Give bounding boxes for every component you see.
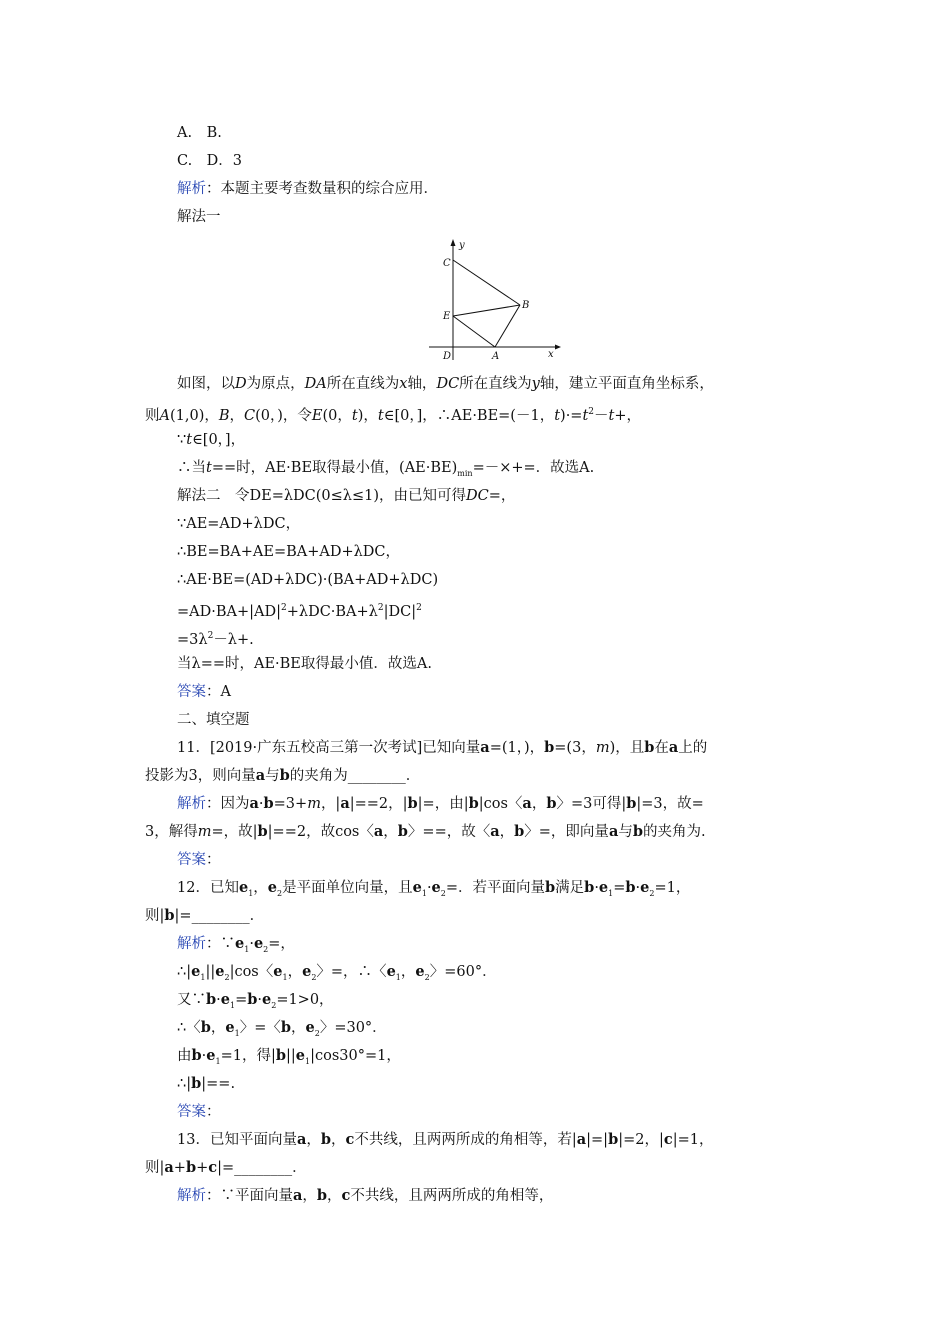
method-two-step3: ∴AE·BE=(AD+λDC)·(BA+AD+λDC) — [177, 572, 439, 588]
coordinate-figure — [423, 236, 563, 366]
label-a: A — [492, 351, 500, 362]
method-two-heading: 解法二 令DE=λDC(0≤λ≤1)，由已知可得DC=， — [177, 488, 516, 504]
x-axis-arrow — [555, 345, 561, 350]
section-heading-fill-in: 二、填空题 — [177, 712, 250, 728]
segment-ba — [495, 305, 520, 347]
option-c-d: C. D．3 — [177, 153, 243, 169]
question-11-line1: 11．[2019·广东五校高三第一次考试]已知向量a=(1，)，b=(3，m)，且b在a上的 — [177, 739, 708, 756]
method-two-step1: ∵AE=AD+λDC， — [177, 516, 301, 532]
method-two-conclusion: 当λ==时，AE·BE取得最小值．故选A. — [177, 656, 432, 672]
label-x: x — [548, 349, 554, 360]
question-12-line1: 12．已知$e_1$，$e_2$是平面单位向量，且$e_1\cdot e_2=$．若平面向量b满足$b\cdot e_1=b\cdot e_2=1$， — [177, 879, 691, 898]
method-two-step4: $=AD\cdot BA+|AD|^2+\lambda DC\cdot BA+\lambda^2|DC|^2$ — [177, 603, 422, 620]
question-12-line2: 则|b|=________． — [145, 907, 265, 924]
analysis-12-line6: ∴|b|==. — [177, 1075, 236, 1092]
label-b: B — [522, 300, 530, 311]
method-one-coordinates: 则A(1,0)，B，C(0，)，令E(0，t)，t∈[0，]，∴AE·BE=(－1，$t)\cdot=t^2-t+$， — [145, 407, 641, 424]
analysis-intro: 解析：本题主要考查数量积的综合应用． — [177, 181, 438, 197]
label-e: E — [443, 311, 451, 322]
method-one-setup: 如图，以D为原点，DA所在直线为x轴，DC所在直线为y轴，建立平面直角坐标系， — [177, 376, 714, 392]
method-one-conclusion: ∴当t==时，AE·BE取得最小值，$(AE\cdot BE)_{min}=-\times+=$．故选A. — [177, 460, 595, 478]
question-13-line2: 则|a+b+c|=________． — [145, 1159, 307, 1176]
label-d: D — [443, 351, 452, 362]
analysis-12-line2: $\therefore|e_1||e_2|\cos$〈$e_1$，$e_2$〉=，∴〈$e_1$，$e_2$〉=60°． — [177, 963, 497, 982]
analysis-12-line1: 解析：$\because e_1\cdot e_2=$， — [177, 935, 295, 954]
analysis-11-line2: 3，解得m=，故|b|==2，故cos〈a，b〉==，故〈a，b〉=，即向量a与b的夹角为. — [145, 823, 706, 840]
analysis-13-line1: 解析：∵平面向量a，b，c不共线，且两两所成的角相等， — [177, 1187, 554, 1204]
method-two-step2: ∴BE=BA+AE=BA+AD+λDC， — [177, 544, 401, 560]
answer-10: 答案：A — [177, 684, 231, 700]
option-a-b: A. B. — [177, 125, 222, 141]
question-13-line1: 13．已知平面向量a，b，c不共线，且两两所成的角相等，若|a|=|b|=2，|c|=1， — [177, 1131, 714, 1148]
method-one-heading: 解法一 — [177, 209, 221, 225]
label-c: C — [443, 258, 451, 269]
segment-ea — [453, 316, 495, 347]
y-axis-arrow — [451, 239, 456, 246]
question-11-line2: 投影为3，则向量a与b的夹角为________． — [145, 767, 421, 784]
analysis-12-line4: ∴〈b，$e_1$〉=〈b，$e_2$〉=30°． — [177, 1019, 387, 1038]
analysis-12-line3: 又$\because b\cdot e_1=b\cdot e_2=1>0$， — [177, 991, 334, 1010]
analysis-11-line1: 解析：因为a·b=3+m，|a|==2，|b|=，由|b|cos〈a，b〉=3可得|b|=3，故= — [177, 795, 704, 812]
answer-11: 答案： — [177, 852, 221, 868]
segment-cb — [453, 260, 520, 305]
method-one-domain: ∵t∈[0，]， — [177, 432, 246, 448]
label-y: y — [459, 240, 465, 251]
segment-eb — [453, 305, 520, 316]
method-two-step5: $=3\lambda^2-\lambda+$. — [177, 631, 254, 648]
analysis-12-line5: 由$b\cdot e_1=1$，得$|b||e_1|\cos 30^\circ=1$， — [177, 1047, 401, 1066]
answer-12: 答案： — [177, 1104, 221, 1120]
